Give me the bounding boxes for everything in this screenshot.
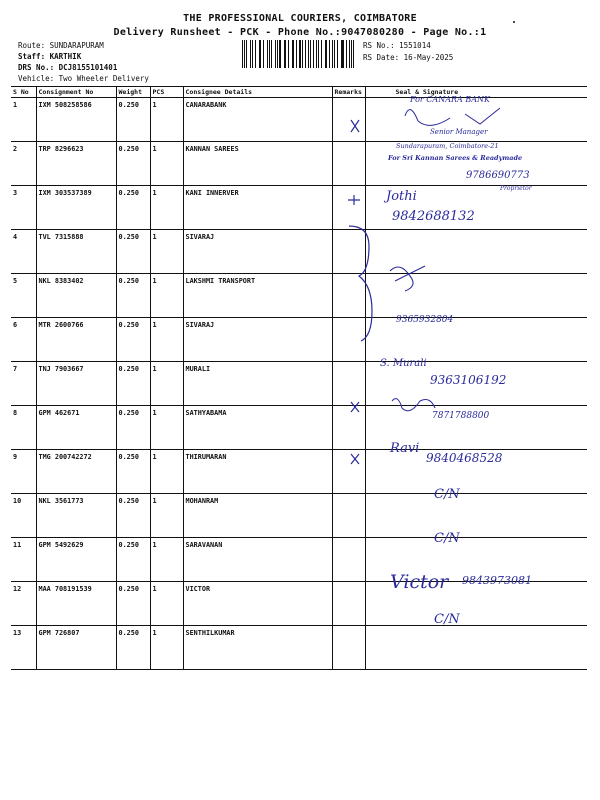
cell-consignee: LAKSHMI TRANSPORT: [183, 274, 332, 318]
rs-no-label: RS No.: 1551014: [363, 41, 431, 50]
kani-signature: [383, 189, 475, 224]
barcode-bar: [334, 40, 335, 68]
cell-pcs: 1: [150, 186, 183, 230]
canarabank-signature: [405, 108, 500, 125]
cell-pcs: 1: [150, 582, 183, 626]
stamp-kannan-sarees: For Sri Kannan Sarees & Readymade: [388, 154, 523, 162]
cell-consignee: MURALI: [183, 362, 332, 406]
cell-consignee: SARAVANAN: [183, 538, 332, 582]
victor-name: Victor: [390, 571, 449, 593]
cell-pcs: 1: [150, 98, 183, 142]
cell-consignment: MAA 708191539: [36, 582, 116, 626]
cell-sno: 3: [11, 186, 36, 230]
col-consignment-header: Consignment No: [36, 87, 116, 98]
murali-phone: 9363106192: [430, 373, 507, 387]
cell-sno: 9: [11, 450, 36, 494]
cell-consignment: NKL 8383402: [36, 274, 116, 318]
cell-weight: 0.250: [116, 186, 150, 230]
cross-mark: [351, 454, 359, 464]
cn-mark-row10: C/N: [434, 487, 460, 502]
barcode-bar: [332, 40, 333, 68]
cell-sno: 2: [11, 142, 36, 186]
cell-sno: 4: [11, 230, 36, 274]
company-title: THE PROFESSIONAL COURIERS, COIMBATORE: [183, 13, 417, 24]
col-consignee-header: Consignee Details: [183, 87, 332, 98]
cell-pcs: 1: [150, 362, 183, 406]
cell-sno: 8: [11, 406, 36, 450]
cell-pcs: 1: [150, 406, 183, 450]
cell-consignee: SIVARAJ: [183, 318, 332, 362]
barcode-bar: [318, 40, 319, 68]
cell-pcs: 1: [150, 538, 183, 582]
sathyabama-phone: 7871788800: [432, 411, 490, 421]
lakshmi-scribble: [390, 266, 425, 291]
cell-weight: 0.250: [116, 450, 150, 494]
canarabank-stamp: [396, 96, 500, 150]
lakshmi-phone: 9365932804: [396, 315, 454, 325]
cell-consignment: TVL 7315888: [36, 230, 116, 274]
cell-pcs: 1: [150, 626, 183, 670]
cell-weight: 0.250: [116, 142, 150, 186]
remarks-marks: [339, 96, 374, 636]
barcode-bar: [267, 40, 268, 68]
victor-phone: 9843973081: [462, 574, 532, 587]
cell-consignee: SIVARAJ: [183, 230, 332, 274]
vehicle-label: Vehicle: Two Wheeler Delivery: [18, 74, 149, 83]
cell-consignee: VICTOR: [183, 582, 332, 626]
sathyabama-scribble: [392, 399, 435, 411]
barcode-bar: [275, 40, 276, 68]
rs-date-label: RS Date: 16-May-2025: [363, 53, 454, 62]
cell-sno: 1: [11, 98, 36, 142]
ravi-name: Ravi: [390, 441, 420, 456]
cell-sno: 11: [11, 538, 36, 582]
barcode-bar: [342, 40, 343, 68]
barcode-bar: [349, 40, 350, 68]
cell-weight: 0.250: [116, 230, 150, 274]
murali-signature: [380, 358, 506, 387]
cell-sno: 7: [11, 362, 36, 406]
col-pcs-header: PCS: [150, 87, 183, 98]
cell-consignment: IXM 508258586: [36, 98, 116, 142]
runsheet-subtitle: Delivery Runsheet - PCK - Phone No.:9047080280 - Page No.:1: [113, 27, 487, 38]
cell-consignment: GPM 462671: [36, 406, 116, 450]
barcode-bar: [302, 40, 303, 68]
barcode-bar: [310, 40, 311, 68]
cell-weight: 0.250: [116, 318, 150, 362]
cell-pcs: 1: [150, 274, 183, 318]
cell-consignee: THIRUMARAN: [183, 450, 332, 494]
cell-weight: 0.250: [116, 582, 150, 626]
sathyabama-signature: [392, 399, 490, 421]
barcode: [242, 40, 357, 68]
cell-consignment: TNJ 7903667: [36, 362, 116, 406]
bracket-mark: [349, 226, 372, 341]
lakshmi-signature: [390, 266, 454, 325]
barcode-bar: [325, 40, 326, 68]
cell-weight: 0.250: [116, 274, 150, 318]
cell-sno: 13: [11, 626, 36, 670]
cell-pcs: 1: [150, 318, 183, 362]
barcode-bar: [279, 40, 280, 68]
cell-consignment: MTR 2600766: [36, 318, 116, 362]
col-signature-header: Seal & Signature: [365, 87, 587, 98]
cell-weight: 0.250: [116, 98, 150, 142]
cell-consignment: TRP 8296623: [36, 142, 116, 186]
cn-mark-row11: C/N: [434, 531, 460, 546]
ravi-phone: 9840468528: [426, 451, 503, 465]
cell-weight: 0.250: [116, 406, 150, 450]
cell-sno: 12: [11, 582, 36, 626]
cell-consignment: NKL 3561773: [36, 494, 116, 538]
cross-mark: [351, 120, 359, 132]
barcode-bar: [299, 40, 300, 68]
plus-mark: [348, 195, 360, 205]
cell-pcs: 1: [150, 494, 183, 538]
stamp-senior-manager: Senior Manager: [430, 128, 488, 136]
col-sno-header: S No: [11, 87, 36, 98]
cell-consignment: IXM 303537389: [36, 186, 116, 230]
victor-signature: [390, 571, 532, 593]
cell-consignee: CANARABANK: [183, 98, 332, 142]
cn-mark-row13: C/N: [434, 612, 460, 627]
cell-sno: 5: [11, 274, 36, 318]
cell-consignee: KANI INNERVER: [183, 186, 332, 230]
stamp-proprietor: Proprietor: [500, 185, 532, 192]
cell-sno: 6: [11, 318, 36, 362]
cell-consignment: GPM 5492629: [36, 538, 116, 582]
kannan-stamp: [387, 154, 533, 192]
stamp-address: Sundarapuram, Coimbatore-21: [396, 142, 499, 150]
barcode-bar: [255, 40, 256, 68]
cell-consignee: SENTHILKUMAR: [183, 626, 332, 670]
cell-weight: 0.250: [116, 494, 150, 538]
cell-pcs: 1: [150, 450, 183, 494]
barcode-bar: [285, 40, 286, 68]
cell-consignment: TMG 200742272: [36, 450, 116, 494]
signatures-overlay: [370, 96, 590, 636]
barcode-bar: [242, 40, 243, 68]
route-label: Route: SUNDARAPURAM: [18, 41, 104, 50]
stamp-canarabank-title: For CANARA BANK: [410, 96, 490, 104]
cross-mark: [351, 402, 359, 412]
murali-name: S. Murali: [380, 358, 427, 369]
col-remarks-header: Remarks: [332, 87, 365, 98]
cell-pcs: 1: [150, 142, 183, 186]
jothi-phone: 9842688132: [392, 209, 475, 224]
cell-consignee: KANNAN SAREES: [183, 142, 332, 186]
barcode-bar: [293, 40, 294, 68]
barcode-bar: [263, 40, 264, 68]
jothi-name: Jothi: [386, 189, 417, 204]
cell-pcs: 1: [150, 230, 183, 274]
kannan-phone: 9786690773: [466, 170, 530, 181]
cell-weight: 0.250: [116, 538, 150, 582]
cell-sno: 10: [11, 494, 36, 538]
cell-weight: 0.250: [116, 626, 150, 670]
cell-consignee: MOHANRAM: [183, 494, 332, 538]
thirumaran-signature: [389, 441, 503, 465]
cell-consignee: SATHYABAMA: [183, 406, 332, 450]
cell-consignment: GPM 726807: [36, 626, 116, 670]
barcode-bar: [250, 40, 251, 68]
col-weight-header: Weight: [116, 87, 150, 98]
staff-label: Staff: KARTHIK: [18, 52, 82, 61]
cell-weight: 0.250: [116, 362, 150, 406]
drs-label: DRS No.: DCJ8155101401: [18, 63, 118, 72]
